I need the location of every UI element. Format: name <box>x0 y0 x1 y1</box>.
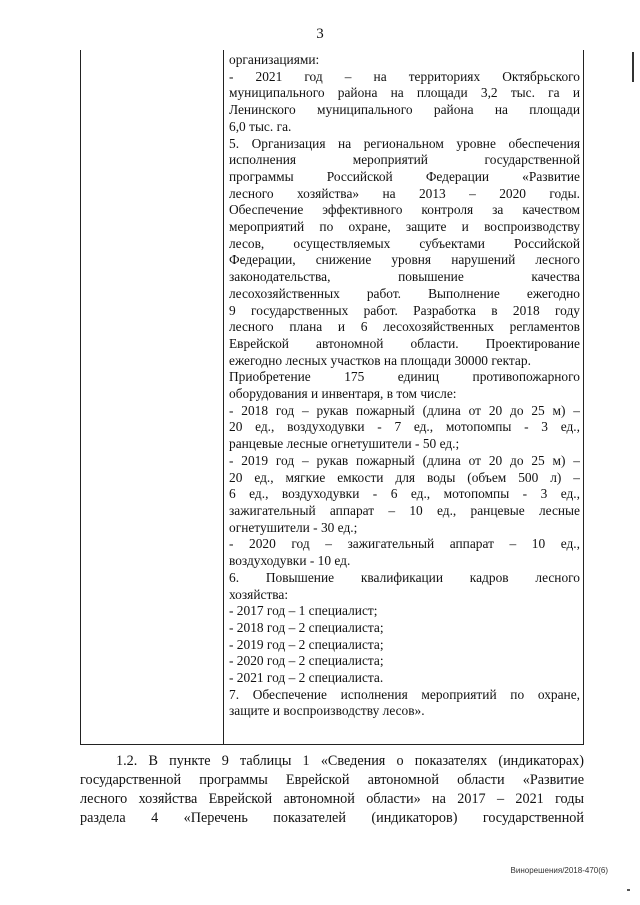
table-text-line: лесов, осуществляемых субъектами Российской <box>229 235 580 251</box>
scan-edge-tick <box>627 889 630 891</box>
table-text-line: Еврейской автономной области. Проектирование <box>229 335 580 351</box>
table-text-line: зажигательный аппарат – 10 ед., ранцевые лесные <box>229 502 580 518</box>
table-text-line: 6. Повышение квалификации кадров лесного <box>229 569 580 585</box>
table-text-line: 9 государственных работ. Разработка в 2018 году <box>229 302 580 318</box>
table-text-line: 6 ед., воздуходувки - 6 ед., мотопомпы - 3 ед., <box>229 486 580 502</box>
table-text-line: - 2021 год – 2 специалиста. <box>229 670 384 686</box>
table-text-line: защите и воспроизводству лесов». <box>229 703 425 719</box>
table-text-line: хозяйства: <box>229 586 289 602</box>
table-text-line: - 2019 год – 2 специалиста; <box>229 636 384 652</box>
table-text-line: - 2018 год – 2 специалиста; <box>229 619 384 635</box>
table-text-line: программы Российской Федерации «Развитие <box>229 168 580 184</box>
amendment-paragraph <box>80 752 584 828</box>
table-text-line: - 2019 год – рукав пожарный (длина от 20 до 25 м) – <box>229 452 580 468</box>
table-text-line: лесного хозяйства» на 2013 – 2020 годы. <box>229 185 580 201</box>
table-text-line: 5. Организация на региональном уровне обеспечения <box>229 135 580 151</box>
table-text-line: исполнения мероприятий государственной <box>229 152 580 168</box>
table-text-line: организациями: <box>229 52 320 67</box>
table-text-line: оборудования и инвентаря, в том числе: <box>229 386 457 402</box>
table-text-line: 6,0 тыс. га. <box>229 118 292 134</box>
table-text-line: - 2020 год – зажигательный аппарат – 10 ед., <box>229 536 580 552</box>
table-text-line: Приобретение 175 единиц противопожарного <box>229 369 580 385</box>
table-text-line: Федерации, снижение уровня нарушений лесного <box>229 252 580 268</box>
document-code: Винорешения/2018-470(6) <box>510 866 608 875</box>
program-table <box>80 50 584 745</box>
body-text-line: государственной программы Еврейской автономной области «Развитие <box>80 772 584 788</box>
table-text-line: 7. Обеспечение исполнения мероприятий по охране, <box>229 686 580 702</box>
table-text-line: лесохозяйственных работ. Выполнение ежегодно <box>229 285 580 301</box>
body-text-line: раздела 4 «Перечень показателей (индикаторов) государственной <box>80 810 584 826</box>
table-text-line: - 2018 год – рукав пожарный (длина от 20 до 25 м) – <box>229 402 580 418</box>
table-text-line: - 2020 год – 2 специалиста; <box>229 653 384 669</box>
table-text-line: 20 ед., воздуходувки - 7 ед., мотопомпы - 3 ед., <box>229 419 580 435</box>
table-text-line: законодательства, повышение качества <box>229 269 580 285</box>
body-text-line: лесного хозяйства Еврейской автономной области» на 2017 – 2021 годы <box>80 791 584 807</box>
table-text-line: ежегодно лесных участков на площади 30000 гектар. <box>229 352 531 368</box>
table-text-line: лесного плана и 6 лесохозяйственных регламентов <box>229 319 580 335</box>
table-text-line: мероприятий по охране, защите и воспроизводству <box>229 219 580 235</box>
scan-edge-mark <box>632 52 634 82</box>
table-text-line: Обеспечение эффективного контроля за качеством <box>229 202 580 218</box>
table-text-line: воздуходувки - 10 ед. <box>229 553 351 569</box>
table-text-line: - 2017 год – 1 специалист; <box>229 603 378 619</box>
table-text-line: муниципального района на площади 3,2 тыс. га и <box>229 85 580 101</box>
table-column-divider <box>223 50 224 744</box>
table-content-cell <box>229 52 580 720</box>
table-text-line: огнетушители - 30 ед.; <box>229 519 358 535</box>
page-number: 3 <box>316 26 324 42</box>
table-text-line: - 2021 год – на территориях Октябрьского <box>229 68 580 84</box>
body-text-line: 1.2. В пункте 9 таблицы 1 «Сведения о показателях (индикаторах) <box>116 753 584 769</box>
table-text-line: ранцевые лесные огнетушители - 50 ед.; <box>229 436 460 452</box>
table-text-line: Ленинского муниципального района на площади <box>229 102 580 118</box>
table-text-line: 20 ед., мягкие емкости для воды (объем 500 л) – <box>229 469 580 485</box>
